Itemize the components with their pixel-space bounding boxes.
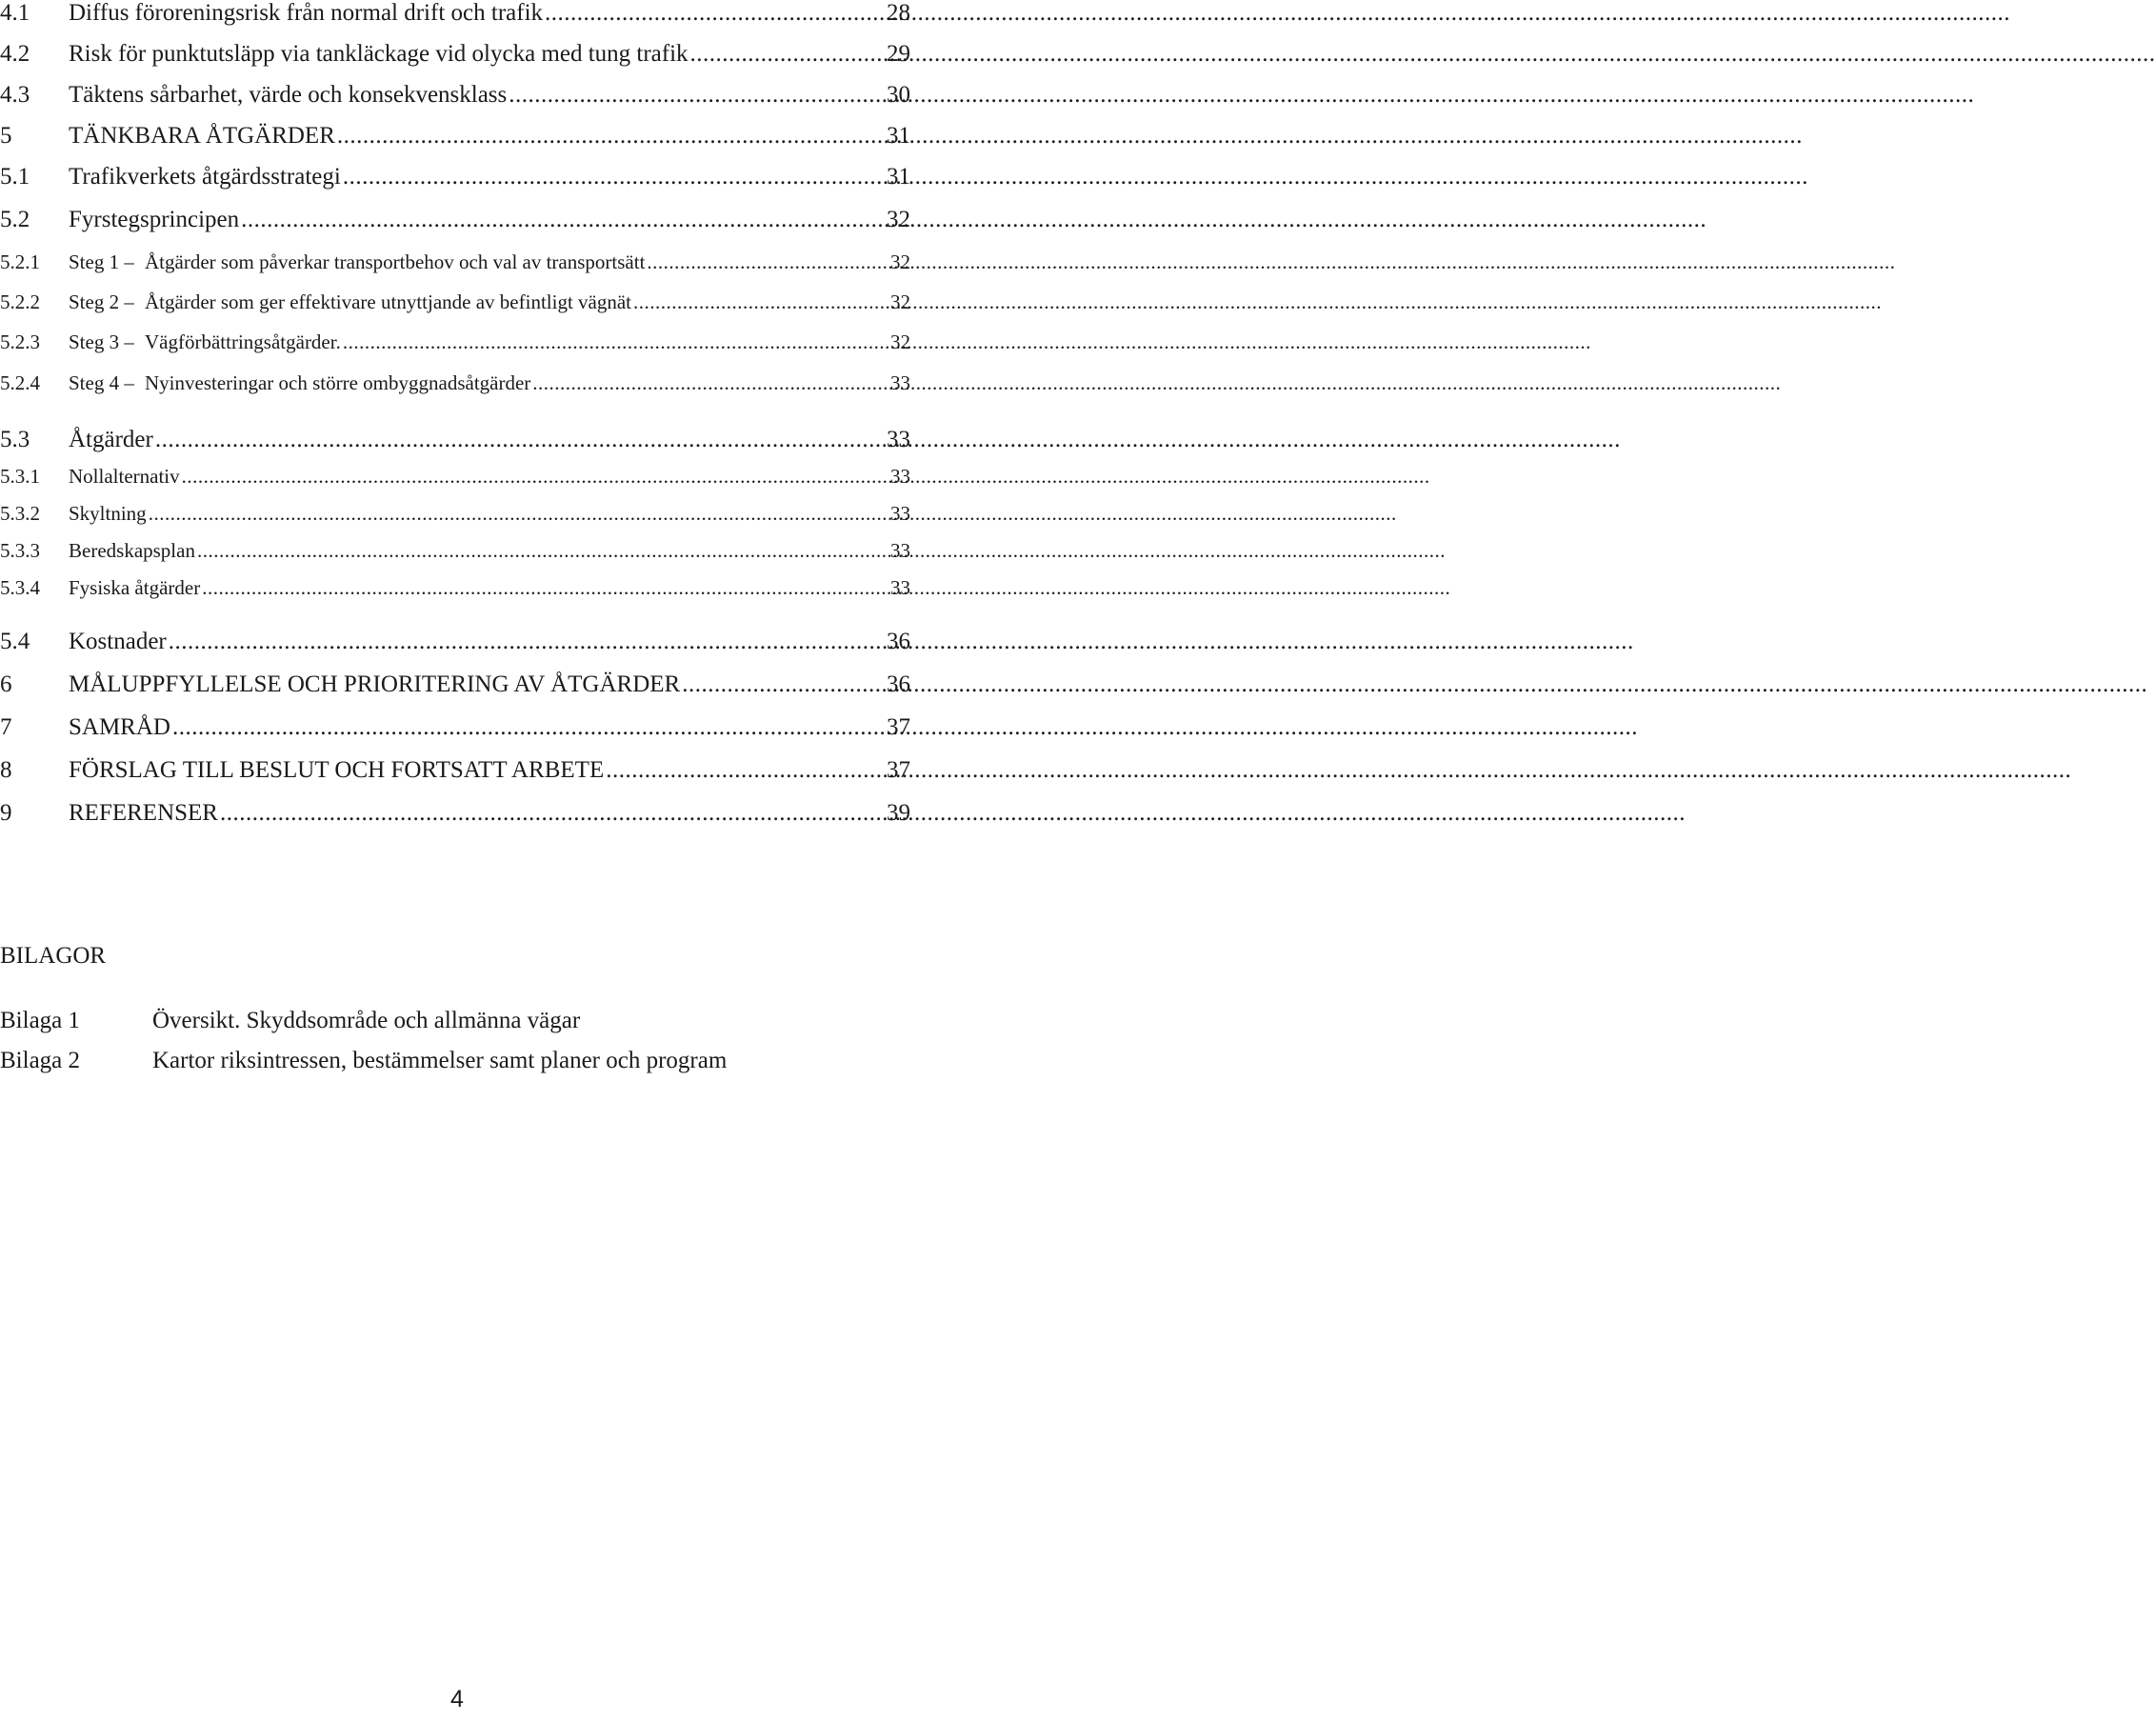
toc-title-text: Skyltning <box>69 502 147 525</box>
toc-step-label: Steg 3 – <box>69 330 134 353</box>
toc-leader-dots <box>155 427 885 453</box>
toc-title-text: MÅLUPPFYLLELSE OCH PRIORITERING AV ÅTGÄRDER <box>69 671 681 697</box>
toc-page-number: 30 <box>887 82 910 108</box>
toc-page-number: 32 <box>890 290 910 313</box>
toc-number: 5.2.2 <box>0 290 40 313</box>
appendix-item <box>0 1048 727 1074</box>
toc-number: 5.3.2 <box>0 502 40 525</box>
appendix-title: Översikt. Skyddsområde och allmänna vägar <box>152 1008 581 1033</box>
toc-title <box>69 465 180 489</box>
toc-number: 5.4 <box>0 629 30 654</box>
toc-title <box>69 714 170 741</box>
toc-number: 8 <box>0 757 12 783</box>
toc-leader-dots <box>220 800 885 827</box>
toc-leader-dots <box>690 41 885 68</box>
toc-title <box>69 502 147 526</box>
toc-leader-dots <box>172 714 885 741</box>
toc-number: 5.3.1 <box>0 465 40 488</box>
toc-number: 4.1 <box>0 0 30 26</box>
toc-title <box>69 82 507 109</box>
toc-entry[interactable] <box>0 371 910 395</box>
toc-entry[interactable] <box>0 82 910 109</box>
toc-number: 5.2.4 <box>0 371 40 394</box>
toc-page-number: 33 <box>890 371 910 394</box>
toc-entry[interactable] <box>0 800 910 827</box>
toc-title-text: Nollalternativ <box>69 465 180 488</box>
toc-title <box>69 123 335 150</box>
toc-leader-dots <box>182 465 888 489</box>
toc-number: 9 <box>0 800 12 826</box>
toc-title <box>69 207 239 233</box>
toc-page-number: 33 <box>890 502 910 525</box>
toc-leader-dots <box>509 82 885 109</box>
toc-title-text: Täktens sårbarhet, värde och konsekvensklass <box>69 82 508 108</box>
toc-title <box>69 671 680 698</box>
toc-title-text: Åtgärder som påverkar transportbehov och val av transportsätt <box>145 250 646 273</box>
toc-leader-dots <box>545 0 885 27</box>
toc-page-number: 37 <box>887 757 910 783</box>
toc-number: 5.3.3 <box>0 539 40 562</box>
toc-page-number: 32 <box>887 207 910 232</box>
toc-leader-dots <box>633 290 888 314</box>
toc-title <box>69 290 631 314</box>
toc-entry[interactable] <box>0 250 910 274</box>
toc-number: 6 <box>0 671 12 697</box>
toc-entry[interactable] <box>0 41 910 68</box>
toc-page-number: 33 <box>887 427 910 452</box>
toc-entry[interactable] <box>0 714 910 741</box>
toc-number: 5 <box>0 123 12 149</box>
toc-leader-dots <box>343 164 885 190</box>
toc-number: 5.3.4 <box>0 576 40 599</box>
toc-title-text: Trafikverkets åtgärdsstrategi <box>69 164 341 190</box>
toc-leader-dots <box>169 629 885 655</box>
toc-entry[interactable] <box>0 0 910 27</box>
toc-entry[interactable] <box>0 629 910 655</box>
toc-entry[interactable] <box>0 502 910 526</box>
toc-page-number: 33 <box>890 539 910 562</box>
toc-entry[interactable] <box>0 123 910 150</box>
toc-leader-dots <box>682 671 885 698</box>
toc-title-text: Nyinvesteringar och större ombyggnadsåtgärder <box>145 371 531 394</box>
toc-number: 5.2 <box>0 207 30 232</box>
toc-title <box>69 330 341 354</box>
toc-page-number: 33 <box>890 465 910 488</box>
toc-title-text: Beredskapsplan <box>69 539 195 562</box>
toc-page-number: 31 <box>887 123 910 149</box>
toc-title <box>69 539 195 563</box>
toc-entry[interactable] <box>0 671 910 698</box>
toc-number: 5.3 <box>0 427 30 452</box>
toc-number: 5.1 <box>0 164 30 190</box>
appendix-label: Bilaga 2 <box>0 1048 81 1073</box>
toc-page-number: 32 <box>890 330 910 353</box>
toc-leader-dots <box>532 371 888 395</box>
toc-title-text: Vägförbättringsåtgärder. <box>145 330 341 353</box>
toc-title-text: TÄNKBARA ÅTGÄRDER <box>69 123 335 149</box>
toc-title <box>69 576 200 600</box>
toc-entry[interactable] <box>0 465 910 489</box>
toc-title <box>69 0 543 27</box>
toc-step-label: Steg 2 – <box>69 290 134 313</box>
toc-page-number: 39 <box>887 800 910 826</box>
toc-step-label: Steg 4 – <box>69 371 134 394</box>
toc-page-number: 29 <box>887 41 910 67</box>
toc-page-number: 33 <box>890 576 910 599</box>
appendix-label: Bilaga 1 <box>0 1008 81 1033</box>
appendix-title: Kartor riksintressen, bestämmelser samt planer och program <box>152 1048 728 1073</box>
toc-entry[interactable] <box>0 757 910 784</box>
toc-entry[interactable] <box>0 330 910 354</box>
toc-entry[interactable] <box>0 164 910 190</box>
toc-page-number: 28 <box>887 0 910 26</box>
toc-title-text: Diffus föroreningsrisk från normal drift och trafik <box>69 0 544 26</box>
appendix-item <box>0 1008 580 1034</box>
toc-title-text: FÖRSLAG TILL BESLUT OCH FORTSATT ARBETE <box>69 757 605 783</box>
toc-page-number: 32 <box>890 250 910 273</box>
toc-title-text: Åtgärder <box>69 427 153 452</box>
toc-number: 5.2.1 <box>0 250 40 273</box>
toc-title <box>69 250 645 274</box>
toc-leader-dots <box>647 250 888 274</box>
toc-leader-dots <box>343 330 888 354</box>
toc-entry[interactable] <box>0 576 910 600</box>
toc-number: 7 <box>0 714 12 740</box>
toc-leader-dots <box>241 207 885 233</box>
toc-leader-dots <box>197 539 888 563</box>
toc-entry[interactable] <box>0 539 910 563</box>
toc-leader-dots <box>337 123 885 150</box>
toc-page-number: 31 <box>887 164 910 190</box>
toc-leader-dots <box>149 502 888 526</box>
toc-title-text: Kostnader <box>69 629 167 654</box>
toc-leader-dots <box>202 576 888 600</box>
toc-title <box>69 371 530 395</box>
toc-title <box>69 164 341 190</box>
toc-title-text: Åtgärder som ger effektivare utnyttjande av befintligt vägnät <box>145 290 632 313</box>
toc-page-number: 36 <box>887 629 910 654</box>
toc-title-text: Fyrstegsprincipen <box>69 207 240 232</box>
toc-entry[interactable] <box>0 290 910 314</box>
toc-number: 4.3 <box>0 82 30 108</box>
page-number: 4 <box>450 1686 464 1712</box>
toc-title <box>69 800 218 827</box>
toc-title <box>69 629 167 655</box>
appendices-heading: BILAGOR <box>0 943 107 969</box>
toc-title <box>69 427 153 453</box>
toc-entry[interactable] <box>0 207 910 233</box>
toc-page-number: 36 <box>887 671 910 697</box>
toc-title-text: Risk för punktutsläpp via tankläckage vid olycka med tung trafik <box>69 41 689 67</box>
toc-step-label: Steg 1 – <box>69 250 134 273</box>
toc-page-number: 37 <box>887 714 910 740</box>
toc-title <box>69 41 689 68</box>
toc-leader-dots <box>606 757 885 784</box>
toc-title-text: Fysiska åtgärder <box>69 576 201 599</box>
toc-number: 5.2.3 <box>0 330 40 353</box>
toc-title <box>69 757 604 784</box>
toc-number: 4.2 <box>0 41 30 67</box>
toc-title-text: SAMRÅD <box>69 714 170 740</box>
toc-entry[interactable] <box>0 427 910 453</box>
toc-title-text: REFERENSER <box>69 800 218 826</box>
